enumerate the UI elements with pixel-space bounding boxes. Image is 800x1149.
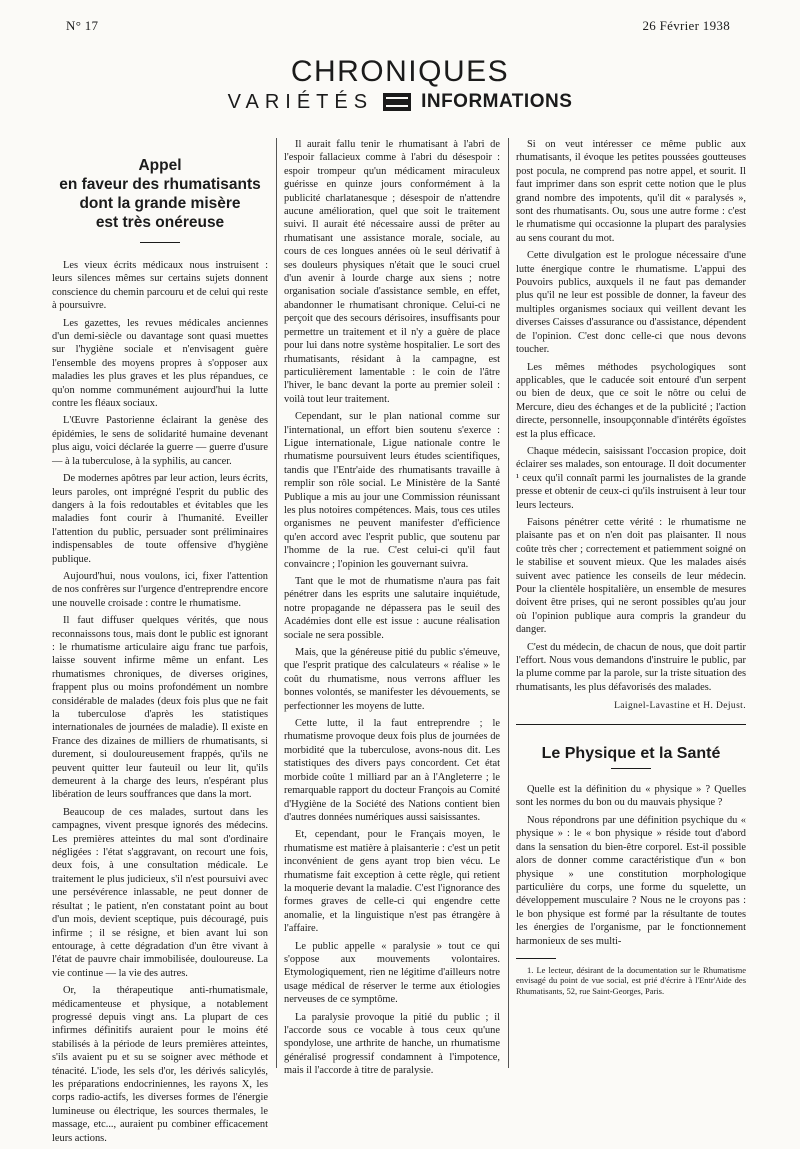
paragraph: Et, cependant, pour le Français moyen, le rhumatisme est matière à plaisanterie : c'est un petit inconvénient de gens ayant trop bien vécu. Le rhumatisme fait exception à cette règle, qui retient la moquerie devant la maladie. C'est l'ignorance des formes graves de celle-ci qui engendre cette anomalie, et la linguistique n'est pas étrangère à l'affaire. <box>284 829 500 935</box>
publication-emblem-icon <box>383 93 411 111</box>
issue-number: N° 17 <box>66 18 99 33</box>
subtitle-varietes: VARIÉTÉS <box>227 91 374 113</box>
article-divider <box>516 724 746 725</box>
paragraph: Quelle est la définition du « physique » ? Quelles sont les normes du bon ou du mauvais physique ? <box>516 784 746 809</box>
paragraph: C'est du médecin, de chacun de nous, que doit partir l'effort. Nous vous demandons d'instruire le public, par la plume comme par la parole, sur la triste situation des rhumatisants, les plus défavorisés des malades. <box>516 641 746 693</box>
paragraph: Le public appelle « paralysie » tout ce qui s'oppose aux mouvements volontaires. Etymologiquement, rien ne légitime d'ailleurs notre usage médical de réserver le terme aux étiologies nerveuses de ce symptôme. <box>284 940 500 1006</box>
paragraph: Nous répondrons par une définition psychique du « physique » : le « bon physique » réside tout d'abord dans la sensation du bien-être corporel. Est-il possible alors de donner comme caractéristique d'un « bon physique » une constitution morphologique particulière du corps, une forme du squelette, un développement musculaire ? Nous ne le croyons pas : le bon physique est formé par la résultante de toutes les énergies de l'organisme, par le fonctionnement harmonieux de ses multi- <box>516 814 746 947</box>
paragraph: Chaque médecin, saisissant l'occasion propice, doit éclairer ses malades, son entourage. Il doit documenter ¹ ceux qu'il connaît parmi les journalistes de la grande presse et obtenir de ceux-ci qu'ils instruisent à leur tour leurs lecteurs. <box>516 445 746 511</box>
paragraph: Si on veut intéresser ce même public aux rhumatisants, il évoque les petites poussées goutteuses post pocula, ne comprend pas notre appel, et sourit. Il faut imprimer dans son esprit cette notion que le plus grand nombre des impotents, qu'il dit « paralysés », sont des rhumatisants. Ou, sous une autre forme : c'est le rhumatisme qui occasionne la plupart des paralysies au sens courant du mot. <box>516 139 746 244</box>
article-signature: Laignel-Lavastine et H. Dejust. <box>614 701 746 712</box>
article-2-title: Le Physique et la Santé <box>541 744 721 762</box>
subtitle-informations: INFORMATIONS <box>421 91 573 112</box>
paragraph: Cependant, sur le plan national comme sur l'international, un effort bien soutenu s'exerce : Ligue internationale, Ligue nationale contre le rhumatisme poursuivent leurs études scientifiques, tandis que l'Entr'aide des rhumatisants travaille à remplir son rôle social. Le Ministère de la Santé Publique a mis au jour une Commission réunissant les plus notoires compétences. Mais, tous ces utiles organismes ne peuvent manifester d'efficience qu'en accord avec l'esprit public, que soutenu par l'homme de la rue. C'est celui-ci qu'il faut convaincre ; l'opinion les gouvernant suivra. <box>284 411 500 570</box>
issue-date: 26 Février 1938 <box>642 18 730 33</box>
paragraph: Il faut diffuser quelques vérités, que nous reconnaissons tous, mais dont le public est ignorant : le rhumatisme articulaire aigu franc tue parfois, laisse souvent infirme même un enfant. Les rhumatismes chroniques, de diverses origines, frappent plus ou moins profondément un nombre considérable de malades (deux fois plus que ne fait la tuberculose d'après les statistiques internationales de journées de maladie). Il existe en France des dizaines de milliers de rhumatisants, si durement, si douloureusement frappés, qu'ils ne peuvent quitter leur fauteuil ou leur lit, qu'ils demeurent à la charge des leurs, n'espérant plus libération de leurs souffrances que dans la mort. <box>52 615 268 801</box>
paragraph: L'Œuvre Pastorienne éclairant la genèse des épidémies, le sens de solidarité humaine devenant plus aigu, voici déclarée la guerre — guerre d'usure — à la tuberculose, à la syphilis, au cancer. <box>52 415 268 467</box>
paragraph: Aujourd'hui, nous voulons, ici, fixer l'attention de nos confrères sur l'urgence d'entreprendre encore une nouvelle croisade : contre le rhumatisme. <box>52 570 268 609</box>
paragraph: Les mêmes méthodes psychologiques sont applicables, que le caducée soit entouré d'un serpent ou bien de deux, que ce soit le nôtre ou celui de Mercure, dieu des échanges et de la publicité ; l'action directe, personnelle, insoupçonnable d'intérêts égoïstes est la plus efficace. <box>516 361 746 440</box>
paragraph: Beaucoup de ces malades, surtout dans les campagnes, vivent presque ignorés des médecins. Les premières atteintes du mal sont d'ordinaire négligées : l'état s'aggravant, on recourt une fois, deux fois, à une consultation médicale. Le traitement le plus judicieux, s'il n'est poursuivi avec une persévérence inlassable, ne peut donner de résultat ; le patient, n'en constatant point au bout d'un mois, devient sceptique, puis découragé, puis infirme ; il se résigne, et bien avant lui son entourage, à cette dégradation d'un être vivant à l'état de pauvre chair immobilisée, douloureuse. La vie continue — la vie des autres. <box>52 806 268 979</box>
paragraph: Cette divulgation est le prologue nécessaire d'une lutte énergique contre le rhumatisme. L'appui des Pouvoirs publics, auxquels il ne faut pas demander plus qu'il ne leur est possible de donner, la faveur des multiples organismes sociaux qui veillent devant les diverses Caisses d'assurance ou d'assistance, dépendent de l'opinion. C'est donc celle-ci que nous devons toucher. <box>516 250 746 356</box>
paragraph: Faisons pénétrer cette vérité : le rhumatisme ne plaisante pas et on n'en doit pas plaisanter. Il nous coûte très cher ; correctement et patiemment soigné on le stabilise et souvent mieux. Que les malades aisés suivent avec patience les conseils de leur médecin. Pour la clientèle hospitalière, un ensemble de mesures doivent être prises, qui ne seront possibles qu'au jour où l'opinion publique aura compris la grandeur du danger. <box>516 516 746 636</box>
paragraph: Mais, que la généreuse pitié du public s'émeuve, que l'esprit pratique des calculateurs « réalise » le coût du rhumatisme, nous verrons affluer les bonnes volontés, se manifester les dévouements, se perfectionner les moyens de lutte. <box>284 647 500 712</box>
column-divider <box>276 138 277 1068</box>
footnote-rule <box>516 958 556 959</box>
paragraph: Les gazettes, les revues médicales anciennes d'un demi-siècle ou davantage sont quasi muettes sur l'hygiène sociale et n'envisagent guère l'ensemble des moyens propres à s'opposer aux maladies les plus graves et les plus répandues, ce qu'on nomme communément aujourd'hui la lutte contre les fléaux sociaux. <box>52 317 268 410</box>
section-title: CHRONIQUES <box>290 55 510 88</box>
paragraph: Il aurait fallu tenir le rhumatisant à l'abri de l'espoir fallacieux comme à l'abri du désespoir : espoir trompeur qu'un médicament miraculeux guérisse en quinze jours conformément à la publicité charlatanesque ; désespoir de n'attendre aucune amélioration, quel que soit le traitement suivi. Il aurait été nécessaire aussi de prêter au rhumatisant une assistance morale, sociale, au cours de ces longues années où le seul dérivatif à ses douleurs physiques n'était que le souci cruel d'un avenir à lourde charge aux siens ; notre organisation sociale d'assistance semble, en effet, abandonner le rhumatisant chronique. Celui-ci ne perçoit que des secours dérisoires, insuffisants pour permettre un traitement et il n'y a guère de place pour lui dans notre système hospitalier. Le sort des rhumatisants, résidant à la campagne, est particulièrement lamentable : le coin de l'âtre l'hiver, le banc devant la porte au premier soleil : voilà tout leur traitement. <box>284 139 500 405</box>
masthead <box>0 56 800 114</box>
paragraph: Tant que le mot de rhumatisme n'aura pas fait pénétrer dans les esprits une salutaire inquiétude, notre propagande ne dépassera pas le seuil des Académies dont elle est issue : aucune réalisation sociale ne sera possible. <box>284 576 500 641</box>
article-title: Appel en faveur des rhumatisants dont la grande misère est très onéreuse <box>59 157 261 231</box>
column-divider <box>508 138 509 1068</box>
section-subtitle <box>0 90 800 114</box>
paragraph: Les vieux écrits médicaux nous instruisent : leurs silences mêmes sur certains sujets donnent conscience du chemin parcouru et de celui qui reste à poursuivre. <box>52 260 268 312</box>
paragraph: La paralysie provoque la pitié du public ; il l'accorde sous ce vocable à tous ceux qu'une spondylose, une arthrite de hanche, un rhumatisme généralisé progressif condamnent à l'impotence, mais il l'accorde à titre de paralysie. <box>284 1011 500 1077</box>
column-2 <box>284 138 500 1082</box>
footnote: 1. Le lecteur, désirant de la documentation sur le Rhumatisme envisagé du point de vue social, est prié d'écrire à l'Entr'Aide des Rhumatisants, 52, rue Saint-Georges, Paris. <box>516 964 746 996</box>
title-separator <box>140 242 180 243</box>
title-separator <box>611 768 651 769</box>
paragraph: Cette lutte, il la faut entreprendre ; le rhumatisme provoque deux fois plus de journées de morbidité que la tuberculose, avons-nous dit. Les statistiques des divers pays concordent. Cet état morbide coûte 1 milliard par an à l'Angleterre ; le remarquable rapport du docteur François au Comité d'Hygiène de la Société des Nations contient bien d'autres données numériques aussi saisissantes. <box>284 718 500 823</box>
column-1 <box>52 138 268 1149</box>
column-3 <box>516 138 746 1000</box>
paragraph: De modernes apôtres par leur action, leurs écrits, leurs paroles, ont imprégné l'esprit du public des dangers à la fois redoutables et évitables que les maladies font courir à l'humanité. Eveiller l'attention du public, persuader sont préliminaires indispensables de toute offensive d'hygiène publique. <box>52 473 268 565</box>
paragraph: Or, la thérapeutique anti-rhumatismale, médicamenteuse et physique, a notablement progressé depuis vingt ans. La plupart de ces infirmes définitifs auraient pour le moins été stabilisés à la période de leurs premières atteintes, s'ils avaient pu et su se soigner avec méthode et ténacité. L'iode, les sels d'or, les dérivés salicylés, les préparations endocriniennes, les rayons X, les corps radio-actifs, les diverses formes de l'énergie lumineuse ou électrique, les sources thermales, le massage, etc..., auraient pu combiner efficacement leurs actions. <box>52 985 268 1144</box>
